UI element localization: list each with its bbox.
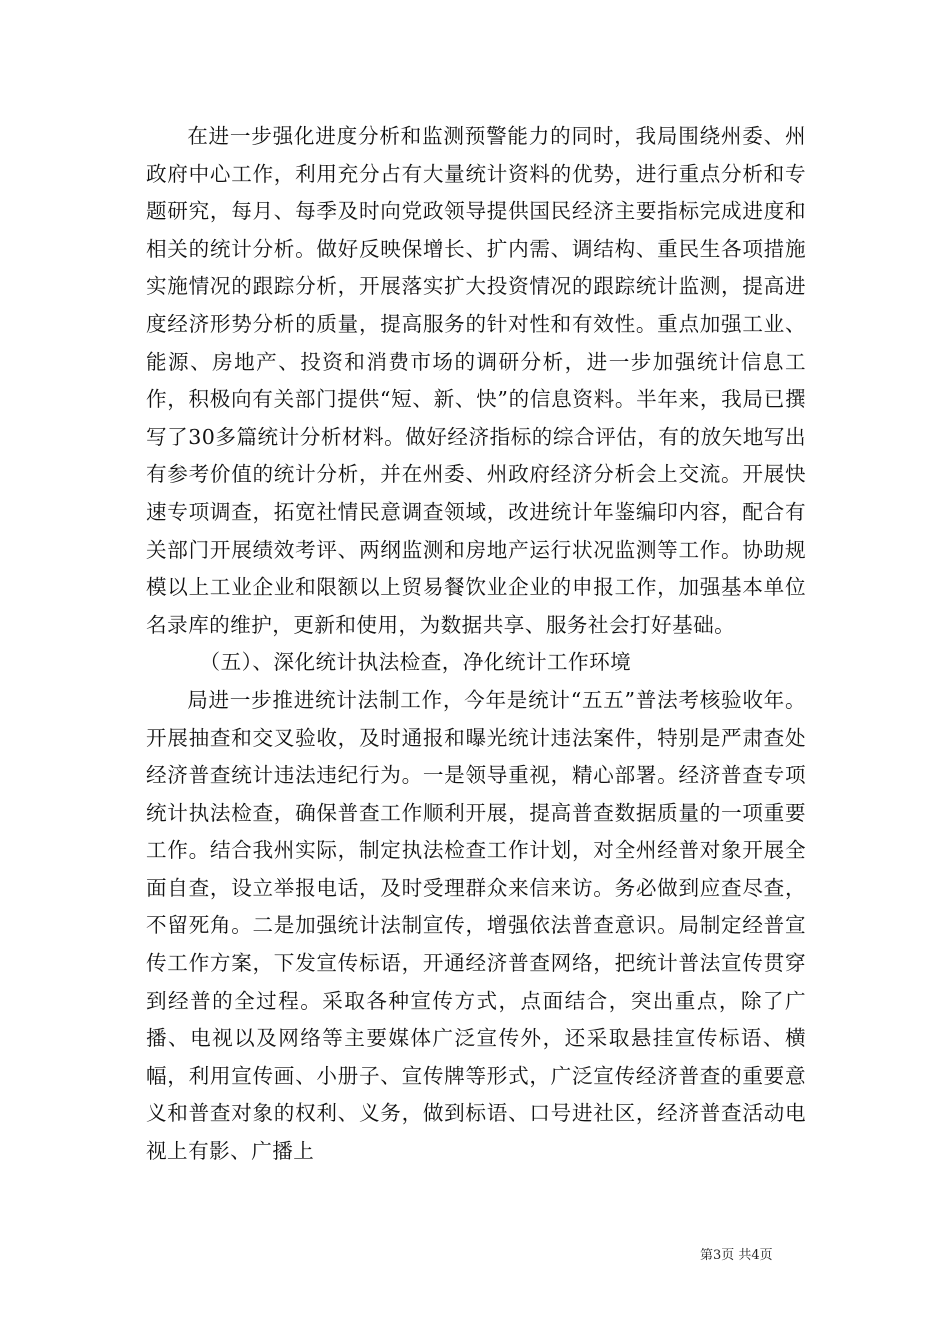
paragraph-analysis: 在进一步强化进度分析和监测预警能力的同时，我局围绕州委、州政府中心工作，利用充分占有大量统计资料的优势，进行重点分析和专题研究，每月、每季及时向党政领导提供国民经济主要指标完成进度和相关的统计分析。做好反映保增长、扩内需、调结构、重民生各项措施实施情况的跟踪分析，开展落实扩大投资情况的跟踪统计监测，提高进度经济形势分析的质量，提高服务的针对性和有效性。重点加强工业、能源、房地产、投资和消费市场的调研分析，进一步加强统计信息工作，积极向有关部门提供“短、新、快”的信息资料。半年来，我局已撰写了30多篇统计分析材料。做好经济指标的综合评估，有的放矢地写出有参考价值的统计分析，并在州委、州政府经济分析会上交流。开展快速专项调查，拓宽社情民意调查领域，改进统计年鉴编印内容，配合有关部门开展绩效考评、两纲监测和房地产运行状况监测等工作。协助规模以上工业企业和限额以上贸易餐饮业企业的申报工作，加强基本单位名录库的维护，更新和使用，为数据共享、服务社会打好基础。 — [146, 124, 806, 637]
paragraph-law-enforcement: 局进一步推进统计法制工作，今年是统计“五五”普法考核验收年。开展抽查和交叉验收，及时通报和曝光统计违法案件，特别是严肃查处经济普查统计违法违纪行为。一是领导重视，精心部署。经济普查专项统计执法检查，确保普查工作顺利开展，提高普查数据质量的一项重要工作。结合我州实际，制定执法检查工作计划，对全州经普对象开展全面自查，设立举报电话，及时受理群众来信来访。务必做到应查尽查，不留死角。二是加强统计法制宣传，增强依法普查意识。局制定经普宣传工作方案，下发宣传标语，开通经济普查网络，把统计普法宣传贯穿到经普的全过程。采取各种宣传方式，点面结合，突出重点，除了广播、电视以及网络等主要媒体广泛宣传外，还采取悬挂宣传标语、横幅，利用宣传画、小册子、宣传牌等形式，广泛宣传经济普查的重要意义和普查对象的权利、义务，做到标语、口号进社区，经济普查活动电视上有影、广播上 — [146, 687, 806, 1164]
document-body — [146, 118, 806, 1171]
page-number-footer: 第3页 共4页 — [700, 1248, 773, 1263]
section-heading-five: （五）、深化统计执法检查，净化统计工作环境 — [199, 650, 632, 675]
